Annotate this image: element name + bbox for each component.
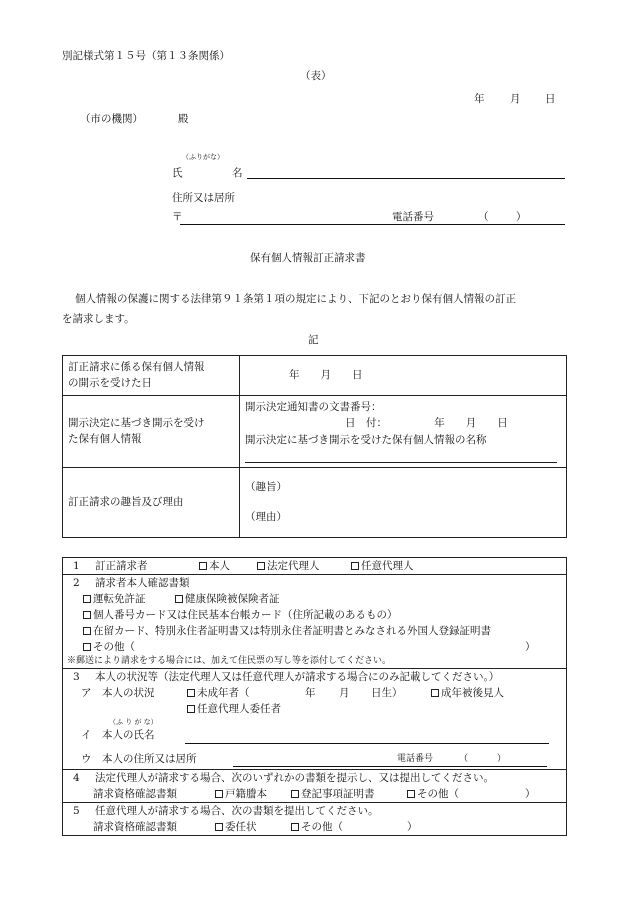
date-month: 月	[510, 93, 521, 105]
section-3-label: 本人の状況等（法定代理人又は任意代理人が請求する場合にのみ記載してください。）	[95, 671, 500, 683]
disclosed-info-name-label: 開示決定に基づき開示を受けた保有個人情報の名称	[245, 433, 487, 446]
other-id-paren-close: ）	[525, 641, 536, 653]
principal-status-label: ア 本人の状況	[81, 687, 155, 699]
purpose-reason-value[interactable]	[240, 467, 567, 537]
checkbox-icon	[175, 595, 183, 603]
voluntary-agent-doc-label: 請求資格確認書類	[93, 821, 177, 833]
checkbox-icon	[83, 627, 91, 635]
minor-birth-day: 日生）	[371, 687, 403, 699]
principal-name-label: イ 本人の氏名	[81, 729, 155, 741]
disclosed-date-value[interactable]	[240, 356, 567, 396]
requester-address-label: 住所又は居所	[172, 192, 235, 204]
disclosed-info-value[interactable]	[240, 395, 567, 467]
disclosed-info-name-field[interactable]	[245, 450, 557, 463]
date-year: 年	[474, 93, 485, 105]
disclosed-date-label-line-2: の開示を受けた日	[68, 377, 152, 390]
checkbox-icon	[83, 595, 91, 603]
ki-mark: 記	[308, 334, 319, 346]
disclosed-date-label	[63, 356, 240, 396]
principal-phone-paren-open: （	[459, 754, 469, 764]
section-1-number: 1	[73, 560, 80, 572]
purpose-label: （趣旨）	[245, 480, 287, 493]
disclosed-info-label-line-1: 開示決定に基づき開示を受け	[68, 416, 205, 429]
reason-label: （理由）	[245, 511, 287, 524]
checkbox-adult-ward[interactable]: 成年被後見人	[431, 685, 504, 701]
checkbox-self[interactable]: 本人	[199, 558, 230, 574]
notice-number-label: 開示決定通知書の文書番号：	[245, 401, 382, 414]
addressee-org: （市の機関）	[80, 113, 143, 125]
phone-paren-close: ）	[516, 211, 527, 223]
table-row	[63, 356, 567, 396]
checkbox-icon	[257, 562, 265, 570]
requester-name-field[interactable]	[247, 178, 565, 179]
principal-address-field[interactable]	[233, 766, 547, 767]
section-4-label: 法定代理人が請求する場合、次のいずれかの書類を提示し、又は提出してください。	[95, 772, 494, 784]
checkbox-minor[interactable]: 未成年者（	[187, 685, 250, 701]
section-1	[63, 558, 566, 575]
checkbox-voluntary-agent[interactable]: 任意代理人	[351, 558, 414, 574]
request-table	[62, 355, 567, 538]
phone-paren-open: （	[478, 211, 489, 223]
checkbox-icon	[187, 689, 195, 697]
requester-name-label-2: 名	[232, 167, 243, 179]
checkbox-legal-agent[interactable]: 法定代理人	[257, 558, 320, 574]
section-2-label: 請求者本人確認書類	[95, 577, 190, 589]
checkbox-icon	[83, 611, 91, 619]
checkbox-drivers-license[interactable]: 運転免許証	[83, 591, 146, 607]
date-day: 日	[545, 93, 556, 105]
table-row	[63, 395, 567, 467]
minor-birth-year: 年	[305, 687, 316, 699]
section-3-number: 3	[73, 671, 80, 683]
checkbox-icon	[215, 823, 223, 831]
principal-name-field[interactable]	[185, 743, 549, 744]
principal-address-label: ウ 本人の住所又は居所	[81, 753, 197, 765]
requester-details-box	[62, 557, 567, 836]
intro-line-1: 個人情報の保護に関する法律第９１条第１項の規定により、下記のとおり保有個人情報の訂正	[75, 293, 516, 305]
voluntary-other-paren-close: ）	[407, 821, 418, 833]
checkbox-icon	[83, 643, 91, 651]
form-title: 保有個人情報訂正請求書	[250, 252, 366, 264]
checkbox-icon	[291, 790, 299, 798]
checkbox-legal-other[interactable]: その他（	[407, 786, 459, 802]
checkbox-other-id[interactable]: その他（	[83, 639, 135, 655]
table-row	[63, 467, 567, 537]
front-mark: （表）	[300, 70, 332, 82]
checkbox-principal-delegator[interactable]: 任意代理人委任者	[187, 701, 281, 717]
requester-name-label-1: 氏	[172, 167, 183, 179]
checkbox-icon	[351, 562, 359, 570]
checkbox-icon	[431, 689, 439, 697]
section-4	[63, 770, 566, 803]
minor-birth-month: 月	[339, 687, 350, 699]
checkbox-icon	[199, 562, 207, 570]
legal-other-paren-close: ）	[525, 788, 536, 800]
disclosed-info-label	[63, 395, 240, 467]
form-number: 別記様式第１５号（第１３条関係）	[62, 50, 230, 62]
principal-phone-paren-close: ）	[497, 754, 507, 764]
disclosed-date-placeholder: 年 月 日	[289, 369, 363, 382]
checkbox-mynumber-card[interactable]: 個人番号カード又は住民基本台帳カード（住所記載のあるもの）	[83, 607, 398, 623]
requester-address-field[interactable]	[180, 224, 565, 225]
section-5	[63, 803, 566, 835]
disclosed-info-label-line-2: た保有個人情報	[68, 433, 142, 446]
principal-furigana: （ふ り が な）	[109, 718, 158, 726]
section-2	[63, 575, 566, 669]
notice-date-label: 日 付： 年 月 日	[345, 417, 508, 430]
section-3	[63, 669, 566, 770]
checkbox-registry-cert[interactable]: 登記事項証明書	[291, 786, 375, 802]
checkbox-voluntary-other[interactable]: その他（	[291, 819, 343, 835]
purpose-reason-label: 訂正請求の趣旨及び理由	[63, 467, 240, 537]
checkbox-icon	[407, 790, 415, 798]
requester-phone-label: 電話番号	[392, 211, 434, 223]
postal-mark: 〒	[172, 211, 183, 223]
requester-furigana: （ふりがな）	[182, 153, 224, 161]
mail-note: ※郵送により請求をする場合には、加えて住民票の写し等を添付してください。	[67, 656, 392, 666]
checkbox-power-of-attorney[interactable]: 委任状	[215, 819, 257, 835]
section-5-label: 任意代理人が請求する場合、次の書類を提出してください。	[95, 805, 379, 817]
section-2-number: 2	[73, 577, 80, 589]
addressee-suffix: 殿	[178, 113, 189, 125]
legal-agent-doc-label: 請求資格確認書類	[93, 788, 177, 800]
section-5-number: 5	[73, 805, 80, 817]
checkbox-residence-card[interactable]: 在留カード、特別永住者証明書又は特別永住者証明書とみなされる外国人登録証明書	[83, 623, 491, 639]
checkbox-icon	[187, 705, 195, 713]
section-1-label: 訂正請求者	[95, 560, 148, 572]
disclosed-date-label-line-1: 訂正請求に係る保有個人情報	[68, 361, 205, 373]
intro-line-2: を請求します。	[62, 313, 135, 325]
checkbox-koseki[interactable]: 戸籍謄本	[215, 786, 267, 802]
principal-phone-label: 電話番号	[397, 754, 434, 764]
checkbox-icon	[291, 823, 299, 831]
section-4-number: 4	[73, 772, 80, 784]
checkbox-health-insurance[interactable]: 健康保険被保険者証	[175, 591, 280, 607]
checkbox-icon	[215, 790, 223, 798]
